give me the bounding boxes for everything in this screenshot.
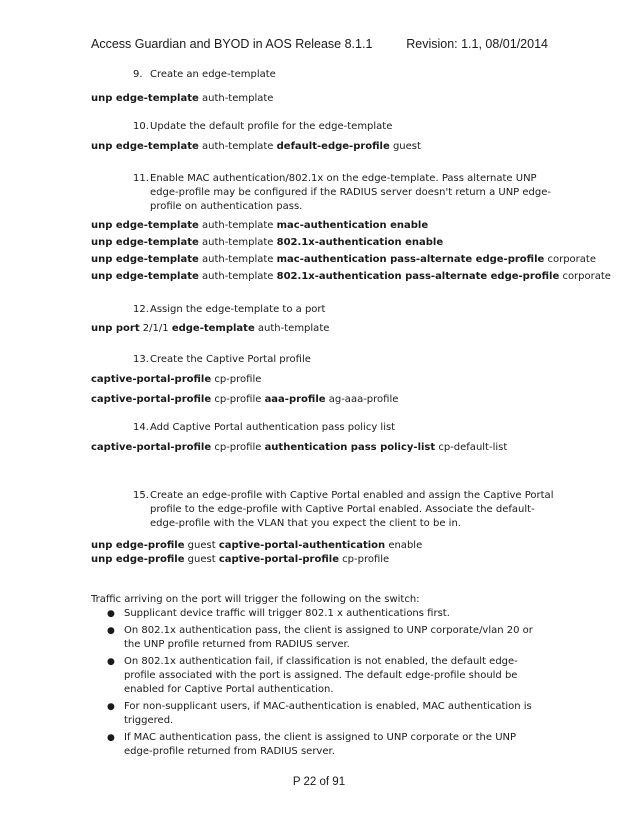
traffic-bullet-list [91, 607, 571, 759]
command-line: unp edge-template auth-template [91, 93, 274, 104]
page-header [91, 37, 548, 51]
step-9 [133, 68, 563, 82]
step-number: 10. [133, 121, 149, 132]
command-line: unp edge-template auth-template mac-authentication pass-alternate edge-profile corporate [91, 254, 596, 265]
step-number: 9. [133, 69, 143, 80]
bullet-icon: ● [107, 733, 115, 743]
bullet-icon: ● [107, 657, 115, 667]
list-item: ● If MAC authentication pass, the client is assigned to UNP corporate or the UNP edge-profile returned from RADIUS server. [107, 732, 517, 757]
step-text: Create an edge-template [150, 69, 276, 80]
page-content [91, 68, 611, 762]
command-line: unp edge-template auth-template 802.1x-authentication pass-alternate edge-profile corporate [91, 271, 611, 282]
command-line: unp edge-template auth-template default-edge-profile guest [91, 141, 421, 152]
command-line: unp edge-profile guest captive-portal-authentication enable [91, 540, 423, 551]
step-number: 12. [133, 304, 149, 315]
step-number: 15. [133, 490, 149, 501]
page-number: P 22 of 91 [292, 776, 346, 788]
step-number: 13. [133, 354, 149, 365]
step-13 [133, 353, 563, 367]
step-text: Create the Captive Portal profile [150, 354, 311, 365]
step-text: Add Captive Portal authentication pass policy list [150, 422, 396, 433]
list-item: ● On 802.1x authentication pass, the client is assigned to UNP corporate/vlan 20 or the UNP profile returned from RADIUS server. [107, 625, 533, 650]
command-line: unp port 2/1/1 edge-template auth-template [91, 323, 330, 334]
step-12 [133, 303, 563, 317]
bullet-icon: ● [107, 609, 115, 619]
step-11 [133, 172, 563, 214]
list-item: ● For non-supplicant users, if MAC-authentication is enabled, MAC authentication is triggered. [107, 701, 532, 726]
step-text: Create an edge-profile with Captive Portal enabled and assign the Captive Portal profile to the edge-profile with Captive Portal enabled. Associate the default-edge-profile with the VLAN that you expect the client to be in. [150, 490, 554, 529]
command-line: captive-portal-profile cp-profile aaa-profile ag-aaa-profile [91, 394, 399, 405]
bullet-icon: ● [107, 626, 115, 636]
step-14 [133, 421, 563, 435]
document-title: Access Guardian and BYOD in AOS Release 8.1.1 [91, 37, 373, 51]
step-number: 11. [133, 173, 149, 184]
command-line: unp edge-template auth-template 802.1x-authentication enable [91, 237, 444, 248]
traffic-intro: Traffic arriving on the port will trigger the following on the switch: [91, 594, 420, 605]
step-number: 14. [133, 422, 149, 433]
step-text: Update the default profile for the edge-template [150, 121, 393, 132]
document-revision: Revision: 1.1, 08/01/2014 [406, 37, 548, 51]
command-line: captive-portal-profile cp-profile [91, 374, 262, 385]
list-item: ● On 802.1x authentication fail, if classification is not enabled, the default edge-profile associated with the port is assigned. The default edge-profile should be enabled for Captive Portal authentication. [107, 656, 518, 695]
list-item: ● Supplicant device traffic will trigger 802.1 x authentications first. [107, 608, 450, 619]
bullet-icon: ● [107, 702, 115, 712]
step-text: Enable MAC authentication/802.1x on the edge-template. Pass alternate UNP edge-profile may be configured if the RADIUS server doesn't return a UNP edge-profile on authentication pass. [150, 173, 552, 212]
command-line: unp edge-template auth-template mac-authentication enable [91, 220, 429, 231]
command-line: unp edge-profile guest captive-portal-profile cp-profile [91, 554, 390, 565]
step-15 [133, 489, 563, 531]
step-text: Assign the edge-template to a port [150, 304, 326, 315]
command-line: captive-portal-profile cp-profile authentication pass policy-list cp-default-list [91, 442, 508, 453]
step-10 [133, 120, 563, 134]
